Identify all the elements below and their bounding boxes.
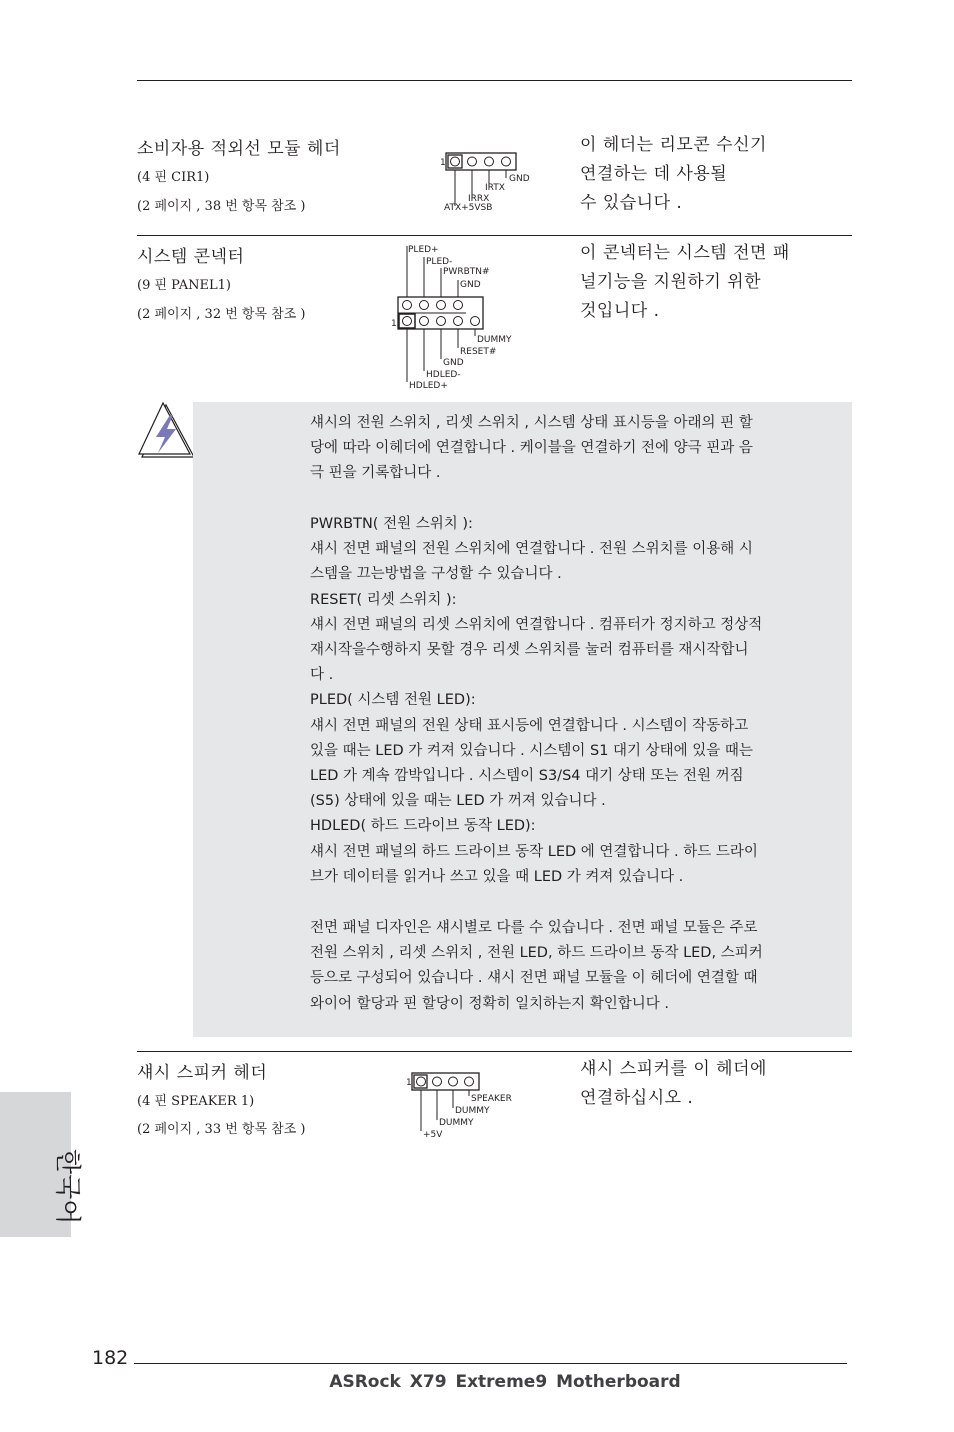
cir-description: 이 헤더는 리모콘 수신기 연결하는 데 사용될 수 있습니다 . — [580, 135, 767, 213]
pin — [468, 157, 477, 166]
pin — [433, 1077, 442, 1086]
language-label: 한국어 — [52, 1149, 82, 1225]
pin — [420, 317, 429, 326]
cir-page-ref: (2 페이지 , 38 번 항목 참조 ) — [137, 199, 306, 214]
warning-icon — [136, 401, 196, 461]
cir-label-irtx: IRTX — [485, 183, 505, 193]
speaker-label-speaker: SPEAKER — [471, 1094, 512, 1104]
note-design-remark: 전면 패널 디자인은 섀시별로 다를 수 있습니다 . 전면 패널 모듈은 주로 전원 스위치 , 리셋 스위치 , 전원 LED, 하드 드라이브 동작 LED, 스피커 등으로 구성되어 있습니다 . 섀시 전면 패널 모듈을 이 헤더에 연결할 때 와이어 할당과 핀 할당이 정확히 일치하는지 확인합니다 . — [310, 920, 763, 1012]
speaker-label-dummy-1: DUMMY — [455, 1106, 490, 1116]
panel-pin-diagram — [390, 240, 530, 395]
panel-header-title: 시스템 콘넥터 — [137, 247, 245, 267]
speaker-label-dummy-2: DUMMY — [439, 1118, 474, 1128]
pin — [403, 317, 412, 326]
panel-description: 이 콘넥터는 시스템 전면 패 널기능을 지원하기 위한 것입니다 . — [580, 243, 790, 321]
panel-label-dummy: DUMMY — [477, 335, 512, 345]
pin — [485, 157, 494, 166]
panel-label-pled-plus: PLED+ — [408, 245, 439, 255]
page-number: 182 — [92, 1347, 129, 1369]
pin — [437, 317, 446, 326]
pin — [451, 157, 460, 166]
panel-pin-count: (9 핀 PANEL1) — [137, 278, 231, 293]
cir-label-atx5vsb: ATX+5VSB — [444, 203, 493, 213]
footer-rule — [134, 1363, 847, 1364]
note-pin-descriptions: PWRBTN( 전원 스위치 ): 섀시 전면 패널의 전원 스위치에 연결합니다 . 전원 스위치를 이용해 시 스템을 끄는방법을 구성할 수 있습니다 . RESET( 리셋 스위치 ): 섀시 전면 패널의 리셋 스위치에 연결합니다 . 컴퓨터가 정지하고 정상적 재시작을수행하지 못할 경우 리셋 스위치를 눌러 컴퓨터를 재시작합니 다 . PLED( 시스템 전원 LED): 섀시 전면 패널의 전원 상태 표시등에 연결합니다 . 시스템이 작동하고 있을 때는 LED 가 켜져 있습니다 . 시스템이 S1 대기 상태에 있을 때는 LED 가 계속 깜박입니다 . 시스템이 S3/S4 대기 상태 또는 전원 꺼짐 (S5) 상태에 있을 때는 LED 가 꺼져 있습니다 . HDLED( 하드 드라이브 동작 LED): 섀시 전면 패널의 하드 드라이브 동작 LED 에 연결합니다 . 하드 드라이 브가 데이터를 읽거나 쓰고 있을 때 LED 가 켜져 있습니다 . — [310, 516, 763, 885]
pin — [449, 1077, 458, 1086]
pin — [437, 301, 446, 310]
pin1-marker: 1 — [440, 158, 446, 168]
panel-label-pwrbtn: PWRBTN# — [443, 267, 490, 277]
cir-header-title: 소비자용 적외선 모듈 헤더 — [137, 139, 341, 159]
pin — [420, 301, 429, 310]
language-side-tab — [0, 1092, 82, 1237]
pin — [471, 317, 480, 326]
panel-label-hdled-plus: HDLED+ — [409, 381, 448, 391]
pin — [502, 157, 511, 166]
speaker-pin1-marker: 1 — [406, 1078, 412, 1088]
panel-label-hdled-minus: HDLED- — [426, 370, 461, 380]
section-divider — [137, 235, 852, 236]
pin — [417, 1077, 426, 1086]
note-intro: 섀시의 전원 스위치 , 리셋 스위치 , 시스템 상태 표시등을 아래의 핀 할 당에 따라 이헤더에 연결합니다 . 케이블을 연결하기 전에 양극 핀과 음 극 핀을 기록합니다 . — [310, 415, 753, 482]
cir-label-gnd: GND — [509, 174, 530, 184]
panel-label-pled-minus: PLED- — [426, 257, 453, 267]
speaker-label-5v: +5V — [423, 1130, 443, 1140]
pin — [403, 301, 412, 310]
pin — [465, 1077, 474, 1086]
panel-label-gnd-bottom: GND — [443, 358, 464, 368]
panel-label-gnd-top: GND — [460, 280, 481, 290]
top-rule — [137, 80, 852, 81]
cir-pin-count: (4 핀 CIR1) — [137, 170, 210, 185]
panel-label-reset: RESET# — [460, 347, 497, 357]
speaker-description: 섀시 스피커를 이 헤더에 연결하십시오 . — [580, 1059, 767, 1108]
pin — [454, 317, 463, 326]
speaker-page-ref: (2 페이지 , 33 번 항목 참조 ) — [137, 1122, 306, 1137]
footer-title: ASRock X79 Extreme9 Motherboard — [329, 1372, 681, 1392]
pin — [454, 301, 463, 310]
cir-label-irrx: IRRX — [468, 194, 490, 204]
panel-page-ref: (2 페이지 , 32 번 항목 참조 ) — [137, 307, 306, 322]
cir-pin-diagram — [436, 148, 546, 214]
panel-pin1-marker: 1 — [391, 319, 397, 329]
section-divider — [137, 1051, 852, 1052]
speaker-header-title: 섀시 스피커 헤더 — [137, 1063, 268, 1083]
speaker-pin-count: (4 핀 SPEAKER 1) — [137, 1094, 255, 1109]
speaker-pin-diagram — [402, 1069, 522, 1141]
